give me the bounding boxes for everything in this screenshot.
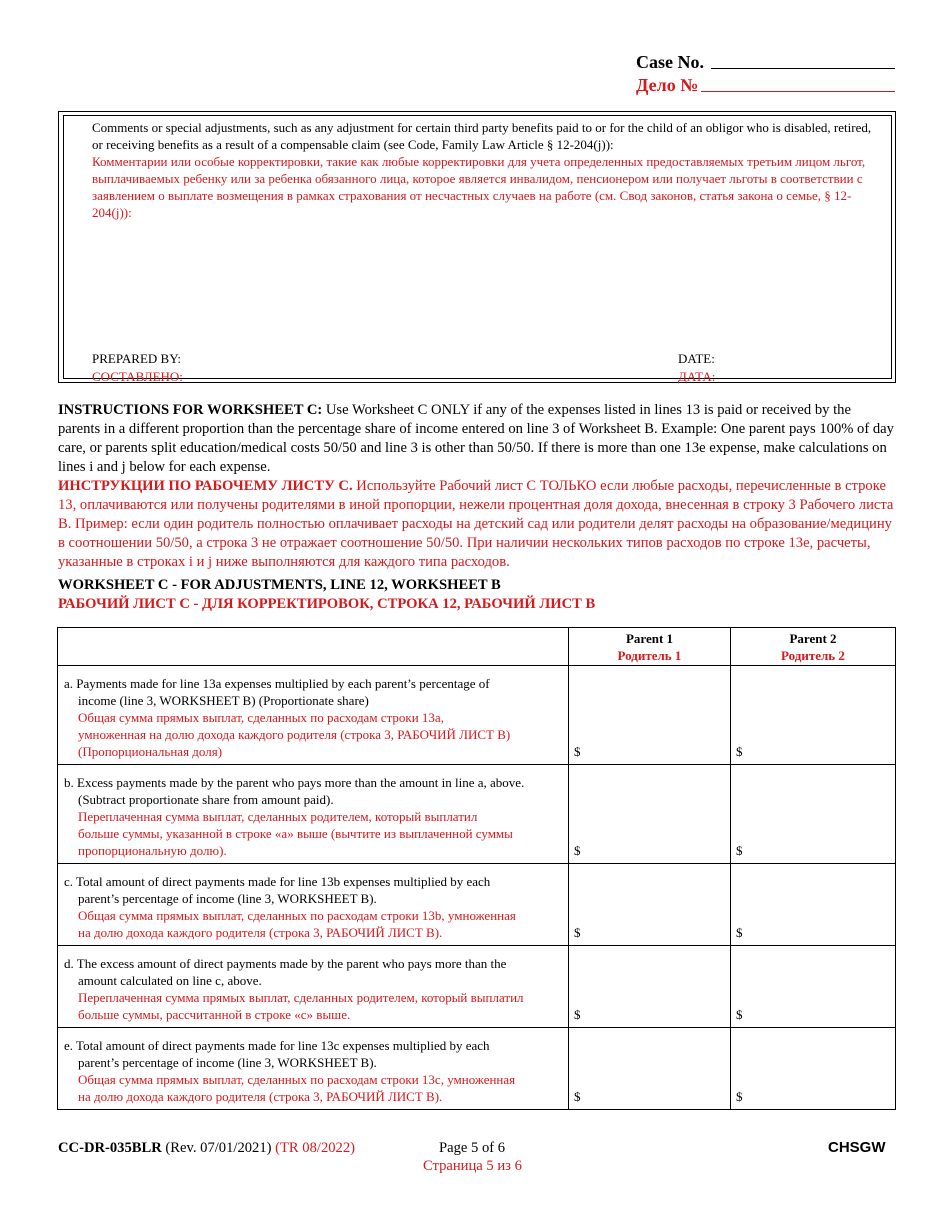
row-e-parent-1-input[interactable] — [569, 1028, 731, 1110]
row-e-ru-1: Общая сумма прямых выплат, сделанных по расходам строки 13c, умноженная — [78, 1072, 516, 1087]
row-a-en-1: a. Payments made for line 13a expenses multiplied by each parent’s percentage of — [64, 676, 490, 691]
comments-box-inner[interactable] — [63, 115, 892, 384]
row-b-en-2: (Subtract proportionate share from amount paid). — [78, 792, 334, 807]
date-label: DATE: — [678, 351, 715, 366]
prepared-by-label-ru: СОСТАВЛЕНО: — [92, 369, 183, 384]
instructions-title-en: INSTRUCTIONS FOR WORKSHEET C: — [58, 402, 323, 418]
row-b-parent-1-input[interactable] — [569, 765, 731, 864]
worksheet-title-ru: РАБОЧИЙ ЛИСТ C - ДЛЯ КОРРЕКТИРОВОК, СТРОКА 12, РАБОЧИЙ ЛИСТ B — [58, 596, 596, 612]
row-d-ru-2: больше суммы, рассчитанной в строке «c» выше. — [78, 1007, 351, 1022]
instructions-ru — [58, 477, 896, 572]
row-a-description — [58, 666, 569, 765]
row-b-parent-2-input[interactable] — [731, 765, 896, 864]
row-e-ru-2: на долю дохода каждого родителя (строка 3, РАБОЧИЙ ЛИСТ B). — [78, 1089, 443, 1104]
table-row — [58, 864, 896, 946]
instructions-body-ru: Используйте Рабочий лист C ТОЛЬКО если любые расходы, перечисленные в строке 13, оплачиваются или получены родителями в иной пропорции, нежели процентная доля дохода, внесенная в строку 3 Рабочего листа B. Пример: если один родитель полностью оплачивает расходы на детский сад или родители делят расходы на образование/медицину в соотношении 50/50, а строка 3 не отражает соотношение 50/50. При наличии нескольких типов расходов по строке 13e, расчеты, указанные в строках i и j ниже выполняются для каждого типа расходов. — [58, 478, 894, 570]
form-code: CHSGW — [828, 1139, 886, 1156]
comments-text-en: Comments or special adjustments, such as any adjustment for certain third party benefits paid to or for the child of an obligor who is disabled, retired, or receiving benefits as a result of a compensable claim (see Code, Family Law Article § 12-204(j)): — [92, 120, 872, 152]
row-e-description — [58, 1028, 569, 1110]
row-d-parent-1-input[interactable] — [569, 946, 731, 1028]
currency-sign: $ — [574, 843, 581, 858]
row-d-en-1: d. The excess amount of direct payments made by the parent who pays more than the — [64, 956, 507, 971]
parent-1-label-ru: Родитель 1 — [617, 648, 682, 663]
case-number-field[interactable] — [711, 68, 895, 69]
parent-1-label: Parent 1 — [625, 631, 674, 646]
row-b-description — [58, 765, 569, 864]
currency-sign: $ — [736, 925, 743, 940]
currency-sign: $ — [736, 1089, 743, 1104]
currency-sign: $ — [574, 1089, 581, 1104]
row-c-description — [58, 864, 569, 946]
currency-sign: $ — [736, 843, 743, 858]
instructions-title-ru: ИНСТРУКЦИИ ПО РАБОЧЕМУ ЛИСТУ C. — [58, 478, 353, 494]
currency-sign: $ — [574, 925, 581, 940]
form-id-code: CC-DR-035BLR — [58, 1140, 162, 1156]
currency-sign: $ — [736, 1007, 743, 1022]
header-parent-2 — [731, 628, 896, 666]
table-header-row — [58, 628, 896, 666]
row-b-ru-2: больше суммы, указанной в строке «a» выше (вычтите из выплаченной суммы — [78, 826, 513, 841]
row-c-ru-2: на долю дохода каждого родителя (строка 3, РАБОЧИЙ ЛИСТ B). — [78, 925, 443, 940]
row-e-en-1: e. Total amount of direct payments made for line 13c expenses multiplied by each — [64, 1038, 490, 1053]
comments-box — [58, 111, 896, 383]
row-d-en-2: amount calculated on line c, above. — [78, 973, 262, 988]
row-e-parent-2-input[interactable] — [731, 1028, 896, 1110]
page-number-ru: Страница 5 из 6 — [423, 1158, 522, 1174]
row-d-description — [58, 946, 569, 1028]
date-label-ru: ДАТА: — [678, 369, 716, 384]
prepared-by-label: PREPARED BY: — [92, 351, 181, 366]
row-c-ru-1: Общая сумма прямых выплат, сделанных по расходам строки 13b, умноженная — [78, 908, 516, 923]
row-d-parent-2-input[interactable] — [731, 946, 896, 1028]
form-translation-date: (TR 08/2022) — [271, 1140, 356, 1156]
currency-sign: $ — [574, 744, 581, 759]
instructions-en — [58, 401, 896, 477]
table-row — [58, 765, 896, 864]
table-row — [58, 666, 896, 765]
row-a-en-2: income (line 3, WORKSHEET B) (Proportionate share) — [78, 693, 369, 708]
row-c-en-1: c. Total amount of direct payments made for line 13b expenses multiplied by each — [64, 874, 491, 889]
parent-2-label: Parent 2 — [789, 631, 837, 646]
row-d-ru-1: Переплаченная сумма прямых выплат, сделанных родителем, который выплатил — [78, 990, 524, 1005]
row-e-en-2: parent’s percentage of income (line 3, WORKSHEET B). — [78, 1055, 377, 1070]
row-b-ru-3: пропорциональную долю). — [78, 843, 227, 858]
worksheet-title-en: WORKSHEET C - FOR ADJUSTMENTS, LINE 12, WORKSHEET B — [58, 577, 501, 593]
header-parent-1 — [569, 628, 731, 666]
row-a-ru-2: умноженная на долю дохода каждого родителя (строка 3, РАБОЧИЙ ЛИСТ B) — [78, 727, 511, 742]
row-c-parent-2-input[interactable] — [731, 864, 896, 946]
row-c-parent-1-input[interactable] — [569, 864, 731, 946]
currency-sign: $ — [736, 744, 743, 759]
form-revision: (Rev. 07/01/2021) — [161, 1140, 272, 1156]
table-row — [58, 946, 896, 1028]
row-a-ru-1: Общая сумма прямых выплат, сделанных по расходам строки 13a, — [78, 710, 444, 725]
page-number: Page 5 of 6 — [439, 1140, 506, 1156]
case-number-label: Case No. — [636, 52, 704, 72]
row-a-parent-1-input[interactable] — [569, 666, 731, 765]
case-number-label-ru: Дело № — [636, 75, 699, 95]
comments-text-ru: Комментарии или особые корректировки, такие как любые корректировки для учета определенных предоставляемых третьим лицом льгот, выплачиваемых ребенку или за ребенка обязанного лица, которое является инвалидом, пенсионером или получает льготы в соответствии с заявлением о выплате возмещения в рамках страхования от несчастных случаев на работе (см. Свод законов, статья закона о семье, § 12-204(j)): — [92, 154, 866, 220]
table-row — [58, 1028, 896, 1110]
row-b-ru-1: Переплаченная сумма выплат, сделанных родителем, который выплатил — [78, 809, 478, 824]
form-id — [58, 1140, 355, 1157]
worksheet-table — [57, 627, 896, 1110]
header-empty-cell — [58, 628, 569, 666]
parent-2-label-ru: Родитель 2 — [781, 648, 845, 663]
instructions-body-en: Use Worksheet C ONLY if any of the expenses listed in lines 13 is paid or received by the parents in a different proportion than the percentage share of income entered on line 3 of Worksheet B. Example: One parent pays 100% of day care, or parents split education/medical costs 50/50 and line 3 is other than 50/50. If there is more than one 13e expense, make calculations on lines i and j below for each expense. — [58, 402, 894, 475]
currency-sign: $ — [574, 1007, 581, 1022]
row-a-ru-3: (Пропорциональная доля) — [78, 744, 223, 759]
case-number-field-ru[interactable] — [701, 91, 895, 92]
row-c-en-2: parent’s percentage of income (line 3, WORKSHEET B). — [78, 891, 377, 906]
row-a-parent-2-input[interactable] — [731, 666, 896, 765]
row-b-en-1: b. Excess payments made by the parent who pays more than the amount in line a, above. — [64, 775, 525, 790]
